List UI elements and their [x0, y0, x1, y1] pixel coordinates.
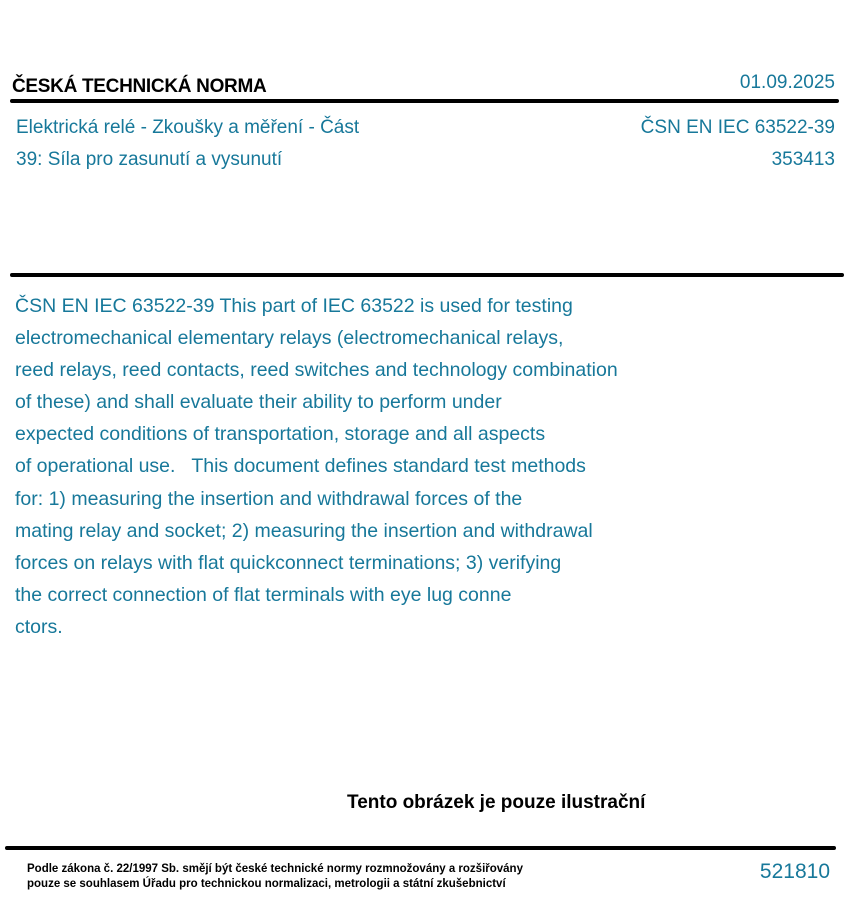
abstract-line: of these) and shall evaluate their ability to perform under: [15, 391, 502, 414]
header-divider: [10, 99, 839, 103]
abstract-line: reed relays, reed contacts, reed switches and technology combination: [15, 359, 618, 382]
abstract-line: ČSN EN IEC 63522-39 This part of IEC 63522 is used for testing: [15, 295, 573, 317]
title-line-1: Elektrická relé - Zkoušky a měření - Část: [16, 117, 360, 138]
legal-line: pouze se souhlasem Úřadu pro technickou normalizaci, metrologii a státní zkušebnictví: [27, 878, 506, 890]
standard-code: ČSN EN IEC 63522-39: [640, 117, 835, 138]
catalog-number: 353413: [771, 149, 835, 170]
title-line-2: 39: Síla pro zasunutí a vysunutí: [16, 149, 283, 170]
norm-label: ČESKÁ TECHNICKÁ NORMA: [12, 76, 267, 97]
section-divider: [10, 273, 844, 277]
illustration-note: Tento obrázek je pouze ilustrační: [347, 792, 646, 813]
abstract-line: for: 1) measuring the insertion and withdrawal forces of the: [15, 487, 523, 510]
abstract-line: forces on relays with flat quickconnect terminations; 3) verifying: [15, 551, 562, 574]
legal-notice: [27, 862, 523, 892]
abstract-line: electromechanical elementary relays (electromechanical relays,: [15, 327, 564, 350]
legal-line: Podle zákona č. 22/1997 Sb. smějí být české technické normy rozmnožovány a rozšiřovány: [27, 863, 523, 875]
abstract-line: of operational use. This document defines standard test methods: [15, 455, 586, 478]
abstract-line: expected conditions of transportation, storage and all aspects: [15, 423, 546, 446]
publication-date: 01.09.2025: [739, 72, 835, 93]
footer-divider: [5, 846, 836, 850]
abstract-text: [15, 290, 618, 643]
abstract-line: mating relay and socket; 2) measuring the insertion and withdrawal: [15, 519, 593, 542]
abstract-line: ctors.: [15, 615, 63, 638]
footer-number: 521810: [759, 860, 830, 883]
abstract-line: the correct connection of flat terminals with eye lug conne: [15, 583, 512, 606]
